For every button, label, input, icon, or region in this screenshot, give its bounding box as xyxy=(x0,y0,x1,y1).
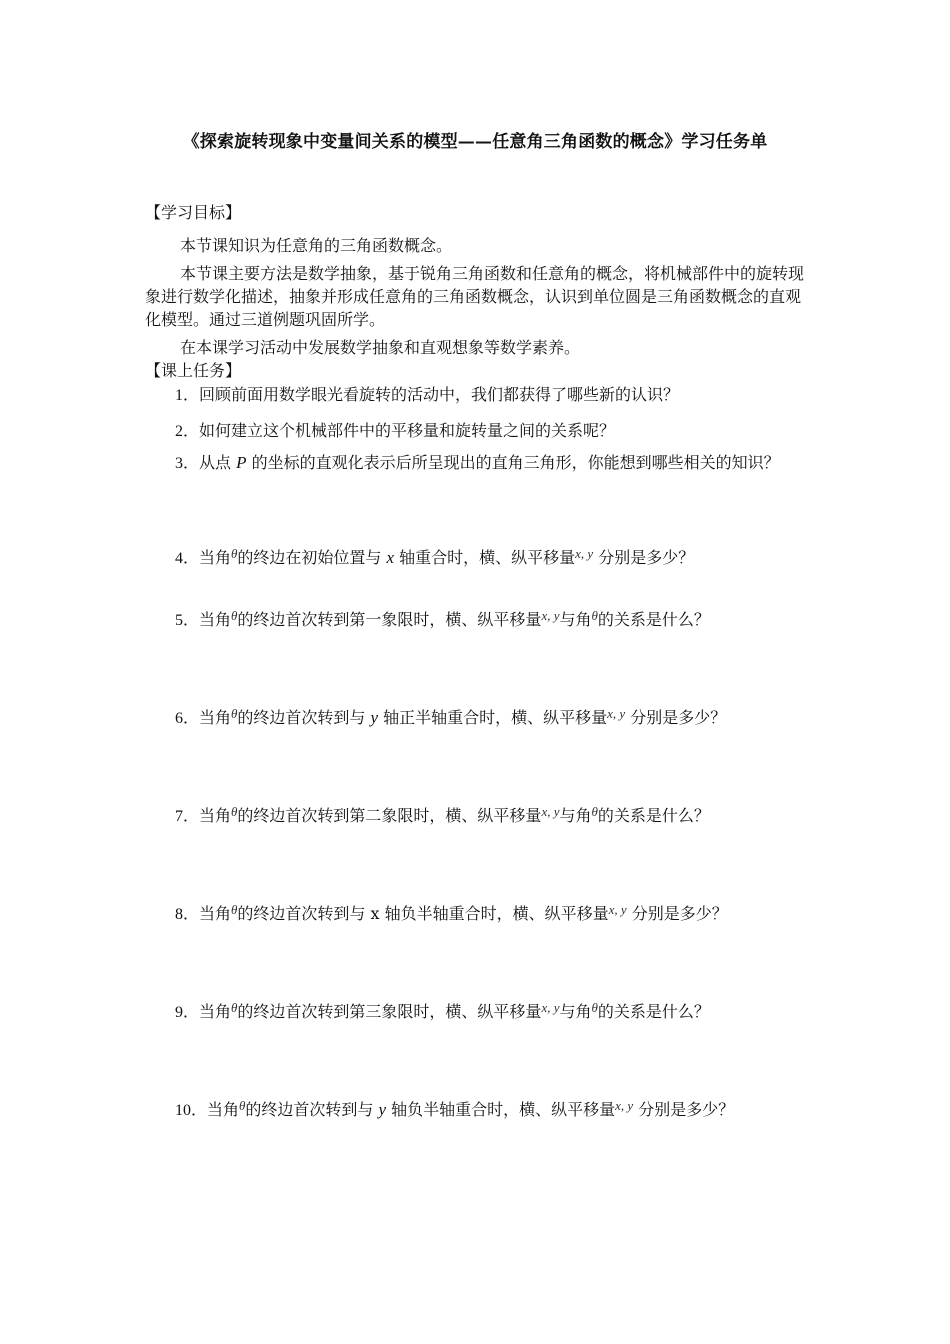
task-item xyxy=(175,530,810,582)
xy-symbol: x, y xyxy=(607,706,626,721)
theta-symbol: θ xyxy=(231,804,238,819)
task-text: 分别是多少？ xyxy=(593,548,695,567)
task-text: 的终边首次转到第一象限时，横、纵平移量 xyxy=(237,610,542,629)
axis-variable: y xyxy=(370,708,379,727)
task-text: 与角 xyxy=(559,1002,592,1021)
objective-paragraph: 本节课主要方法是数学抽象，基于锐角三角函数和任意角的概念，将机械部件中的旋转现象进行数学化描述，抽象并形成任意角的三角函数概念，认识到单位圆是三角函数概念的直观化模型。通过三道例题巩固所学。 xyxy=(145,264,805,329)
task-text: 从点 xyxy=(199,453,237,472)
task-number: 7． xyxy=(175,808,200,825)
task-text: 当角 xyxy=(199,806,232,825)
axis-variable: y xyxy=(378,1100,387,1119)
task-item xyxy=(175,788,810,840)
task-number: 1． xyxy=(175,387,200,404)
task-item xyxy=(175,886,810,938)
task-text: 轴重合时，横、纵平移量 xyxy=(394,548,576,567)
theta-symbol: θ xyxy=(231,608,238,623)
task-text: 当角 xyxy=(199,610,232,629)
task-text: 的终边首次转到与 xyxy=(245,1100,379,1119)
document-title: 《探索旋转现象中变量间关系的模型——任意角三角函数的概念》学习任务单 xyxy=(182,132,768,152)
task-text: 回顾前面用数学眼光看旋转的活动中，我们都获得了哪些新的认识？ xyxy=(199,385,680,404)
theta-symbol: θ xyxy=(591,1000,598,1015)
xy-symbol: x, y xyxy=(541,804,560,819)
task-item xyxy=(175,416,810,447)
task-text: 的坐标的直观化表示后所呈现出的直角三角形，你能想到哪些相关的知识？ xyxy=(246,453,780,472)
objective-paragraph: 在本课学习活动中发展数学抽象和直观想象等数学素养。 xyxy=(180,338,581,357)
objectives-heading: 【学习目标】 xyxy=(145,203,242,222)
task-text: 的关系是什么？ xyxy=(597,806,710,825)
task-text: 分别是多少？ xyxy=(633,1100,735,1119)
task-number: 9． xyxy=(175,1004,200,1021)
task-text: 的终边在初始位置与 xyxy=(237,548,387,567)
task-number: 8． xyxy=(175,906,200,923)
task-text: 当角 xyxy=(199,1002,232,1021)
task-text: 的终边首次转到第三象限时，横、纵平移量 xyxy=(237,1002,542,1021)
axis-variable: x xyxy=(386,548,395,567)
task-text: 当角 xyxy=(199,904,232,923)
task-number: 4． xyxy=(175,550,200,567)
task-text: 与角 xyxy=(559,806,592,825)
xy-symbol: x, y xyxy=(575,546,594,561)
xy-symbol: x, y xyxy=(608,902,627,917)
task-text: 如何建立这个机械部件中的平移量和旋转量之间的关系呢？ xyxy=(199,421,616,440)
theta-symbol: θ xyxy=(231,902,238,917)
task-text: 当角 xyxy=(199,708,232,727)
xy-symbol: x, y xyxy=(615,1098,634,1113)
task-item xyxy=(175,444,810,483)
task-item xyxy=(175,592,810,644)
task-text: 轴正半轴重合时，横、纵平移量 xyxy=(378,708,608,727)
task-number: 2． xyxy=(175,423,200,440)
task-text: 当角 xyxy=(207,1100,240,1119)
theta-symbol: θ xyxy=(591,608,598,623)
task-item xyxy=(175,1082,810,1134)
task-text: 轴负半轴重合时，横、纵平移量 xyxy=(386,1100,616,1119)
xy-symbol: x, y xyxy=(541,608,560,623)
task-text: 的终边首次转到与 xyxy=(237,708,371,727)
task-number: 3． xyxy=(175,455,200,472)
theta-symbol: θ xyxy=(231,546,238,561)
task-text: 分别是多少？ xyxy=(625,708,727,727)
task-text: 当角 xyxy=(199,548,232,567)
theta-symbol: θ xyxy=(231,1000,238,1015)
task-item xyxy=(175,690,810,742)
task-text: 的关系是什么？ xyxy=(597,1002,710,1021)
objective-paragraph: 本节课知识为任意角的三角函数概念。 xyxy=(180,236,453,255)
theta-symbol: θ xyxy=(239,1098,246,1113)
task-item xyxy=(175,984,810,1036)
task-number: 10． xyxy=(175,1102,208,1119)
theta-symbol: θ xyxy=(591,804,598,819)
xy-symbol: x, y xyxy=(541,1000,560,1015)
task-text: 的关系是什么？ xyxy=(597,610,710,629)
task-item xyxy=(175,380,810,411)
task-number: 5． xyxy=(175,612,200,629)
point-p-variable: P xyxy=(236,453,247,472)
tasks-heading: 【课上任务】 xyxy=(145,361,242,380)
task-number: 6． xyxy=(175,710,200,727)
task-text: 的终边首次转到第二象限时，横、纵平移量 xyxy=(237,806,542,825)
task-text: 分别是多少？ xyxy=(626,904,728,923)
task-text: 的终边首次转到与 x 轴负半轴重合时，横、纵平移量 xyxy=(237,904,609,923)
theta-symbol: θ xyxy=(231,706,238,721)
task-text: 与角 xyxy=(559,610,592,629)
